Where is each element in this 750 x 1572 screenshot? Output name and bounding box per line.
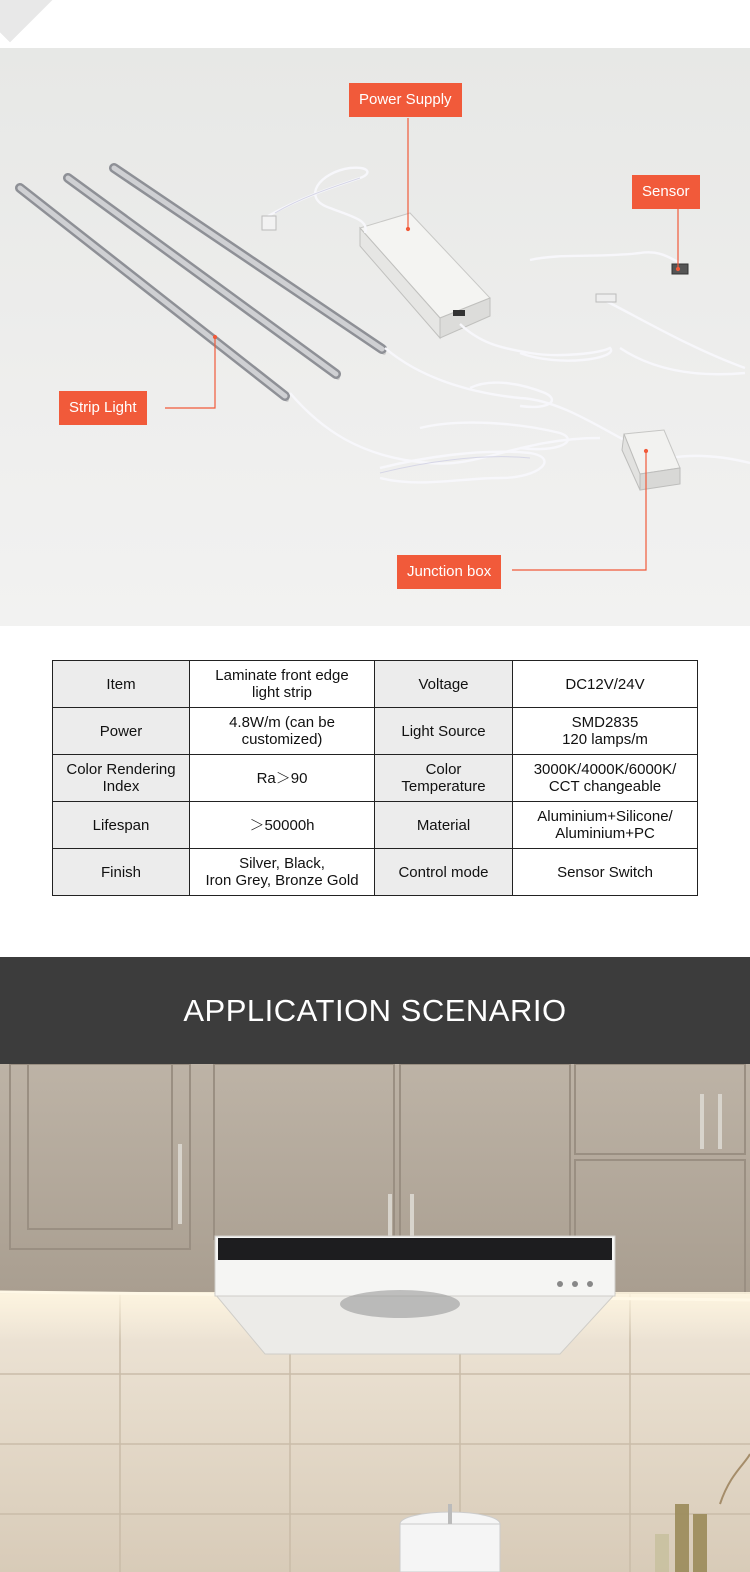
spec-value: SMD2835 120 lamps/m [513,708,698,755]
table-row [53,661,698,708]
spec-value: 3000K/4000K/6000K/ CCT changeable [513,755,698,802]
kitchen-scene-photo [0,1064,750,1572]
table-row [53,708,698,755]
spec-label: Light Source [375,708,513,755]
power-supply-label: Power Supply [349,83,462,117]
spec-label: Lifespan [53,802,190,849]
spec-label: Item [53,661,190,708]
application-scenario-banner [0,957,750,1064]
sensor-label: Sensor [632,175,700,209]
spec-value: Ra＞90 [190,755,375,802]
strip-light-label: Strip Light [59,391,147,425]
spec-value: 4.8W/m (can be customized) [190,708,375,755]
junction-box-label: Junction box [397,555,501,589]
corner-decoration [0,0,52,42]
spec-label: Color Rendering Index [53,755,190,802]
spec-value: DC12V/24V [513,661,698,708]
banner-title: APPLICATION SCENARIO [183,992,567,1028]
spec-value: Laminate front edge light strip [190,661,375,708]
product-diagram-photo [0,48,750,626]
spec-value: Aluminium+Silicone/ Aluminium+PC [513,802,698,849]
kitchen-illustration [0,1064,750,1572]
table-row [53,849,698,896]
top-strip [0,0,750,48]
spec-label: Control mode [375,849,513,896]
specification-table [52,660,698,896]
spec-value: Sensor Switch [513,849,698,896]
table-row [53,755,698,802]
spec-label: Finish [53,849,190,896]
spec-label: Power [53,708,190,755]
spec-label: Color Temperature [375,755,513,802]
spec-value: Silver, Black, Iron Grey, Bronze Gold [190,849,375,896]
table-row [53,802,698,849]
spec-value: ＞50000h [190,802,375,849]
spec-label: Material [375,802,513,849]
spec-label: Voltage [375,661,513,708]
product-illustration [0,48,750,626]
